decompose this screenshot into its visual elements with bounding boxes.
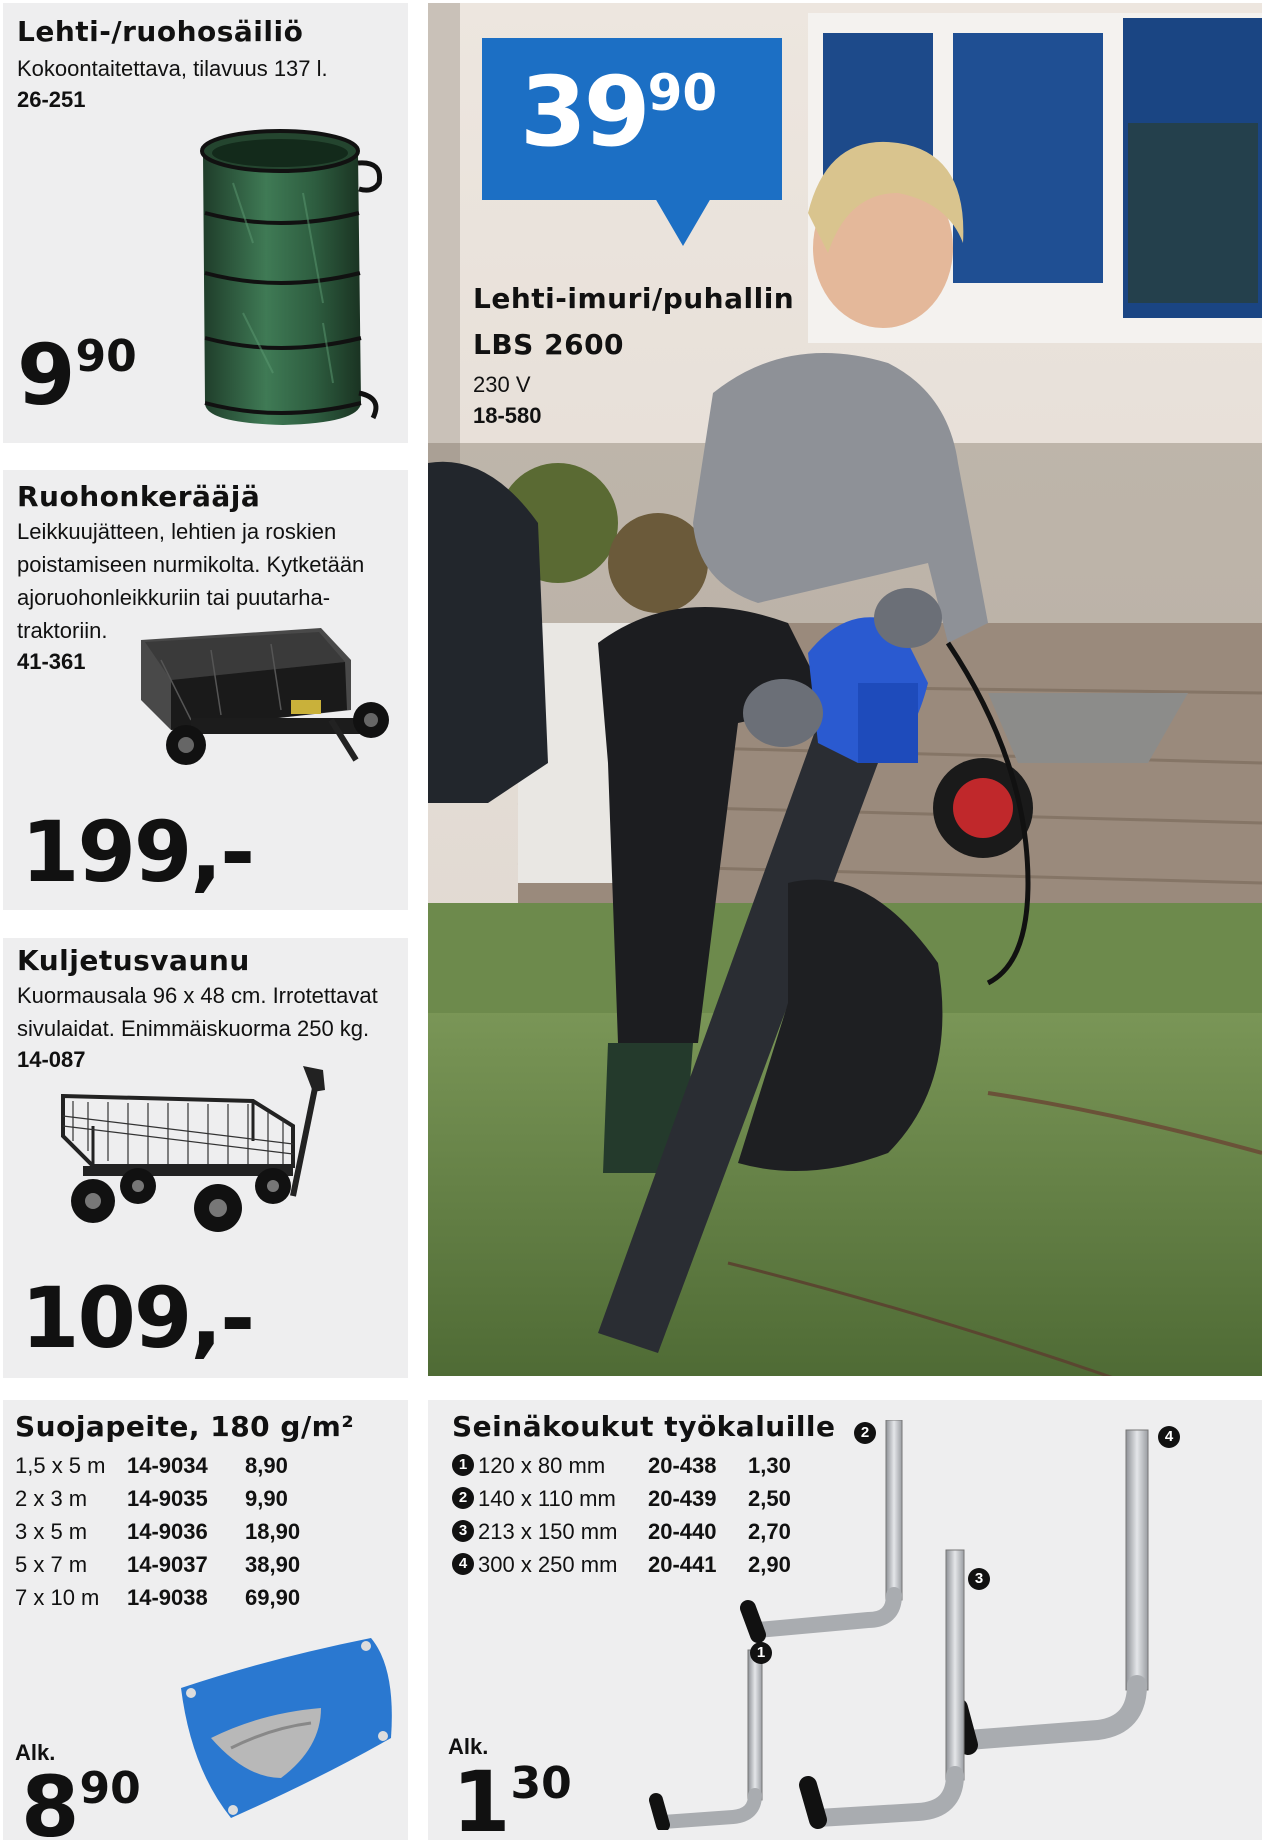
product-name: Ruohonkerääjä bbox=[17, 480, 261, 513]
tarp-image bbox=[171, 1628, 401, 1828]
hero-photo-leaf-blower bbox=[428, 3, 1262, 1376]
price-prefix: Alk. bbox=[15, 1740, 56, 1765]
product-voltage: 230 V bbox=[473, 372, 531, 397]
table-row: 5 x 7 m 14-9037 38,90 bbox=[15, 1551, 301, 1577]
product-description: Kuormausala 96 x 48 cm. Irrotettavat sivulaidat. Enimmäiskuorma 250 kg. bbox=[17, 983, 378, 1041]
table-row: 3 x 5 m 14-9036 18,90 bbox=[15, 1518, 301, 1544]
table-row: 1 120 x 80 mm 20-438 1,30 bbox=[452, 1449, 791, 1482]
product-name: Suojapeite, 180 g/m² bbox=[15, 1410, 355, 1443]
hero-product-info bbox=[473, 276, 794, 429]
product-description: Leikkuujätteen, lehtien ja roskien poistamiseen nurmikolta. Kytketään ajoruohonleikkuriin tai puutarha- traktoriin. bbox=[17, 519, 365, 643]
hook-label-3: 3 bbox=[968, 1568, 990, 1590]
product-model: LBS 2600 bbox=[473, 328, 625, 361]
wall-hooks-image bbox=[648, 1420, 1248, 1830]
hook-label-4: 4 bbox=[1158, 1426, 1180, 1448]
product-name: Kuljetusvaunu bbox=[17, 944, 250, 977]
product-description: Kokoontaitettava, tilavuus 137 l. bbox=[17, 56, 328, 81]
product-code: 41-361 bbox=[17, 649, 86, 674]
product-price: $1^{30}$ bbox=[452, 1753, 572, 1846]
cart-image bbox=[53, 1056, 353, 1236]
lawn-sweeper-image bbox=[131, 620, 401, 780]
table-row: 7 x 10 m 14-9038 69,90 bbox=[15, 1584, 301, 1610]
hero-photo-illustration bbox=[428, 3, 1262, 1376]
product-price: $9^{90}$ bbox=[17, 326, 137, 424]
hook-number-badge: 2 bbox=[452, 1487, 474, 1509]
hook-number-badge: 4 bbox=[452, 1553, 474, 1575]
hook-number-badge: 1 bbox=[452, 1454, 474, 1476]
table-row: 3 213 x 150 mm 20-440 2,70 bbox=[452, 1515, 791, 1548]
table-row: 2 140 x 110 mm 20-439 2,50 bbox=[452, 1482, 791, 1515]
tarp-size-table bbox=[15, 1449, 300, 1614]
product-name: Lehti-imuri/puhallin bbox=[473, 282, 795, 315]
table-row: 4 300 x 250 mm 20-441 2,90 bbox=[452, 1548, 791, 1581]
product-code: 18-580 bbox=[473, 403, 542, 428]
hook-number-badge: 3 bbox=[452, 1520, 474, 1542]
product-panel-tarp bbox=[3, 1400, 408, 1846]
price-prefix: Alk. bbox=[448, 1734, 489, 1759]
product-name: Seinäkoukut työkaluille bbox=[452, 1410, 836, 1443]
product-panel-cart bbox=[3, 938, 408, 1378]
leaf-bin-image bbox=[183, 123, 403, 433]
product-panel-leaf-bin bbox=[3, 3, 408, 443]
hook-label-1: 1 bbox=[750, 1642, 772, 1664]
product-code: 26-251 bbox=[17, 87, 86, 112]
product-panel-wall-hooks bbox=[428, 1400, 1262, 1846]
table-row: 1,5 x 5 m 14-9034 8,90 bbox=[15, 1452, 288, 1478]
product-code: 14-087 bbox=[17, 1047, 86, 1072]
hero-price-flag-tail bbox=[655, 198, 711, 246]
table-row: 2 x 3 m 14-9035 9,90 bbox=[15, 1485, 288, 1511]
hero-price-flag bbox=[482, 38, 782, 200]
product-price: 109,- bbox=[21, 1269, 254, 1367]
hero-price: $39^{90}$ bbox=[520, 56, 718, 168]
hook-label-2: 2 bbox=[854, 1422, 876, 1444]
product-panel-lawn-sweeper bbox=[3, 470, 408, 910]
product-price: 199,- bbox=[21, 803, 254, 901]
product-name: Lehti-/ruohosäiliö bbox=[17, 15, 304, 48]
product-price: $8^{90}$ bbox=[21, 1758, 141, 1846]
